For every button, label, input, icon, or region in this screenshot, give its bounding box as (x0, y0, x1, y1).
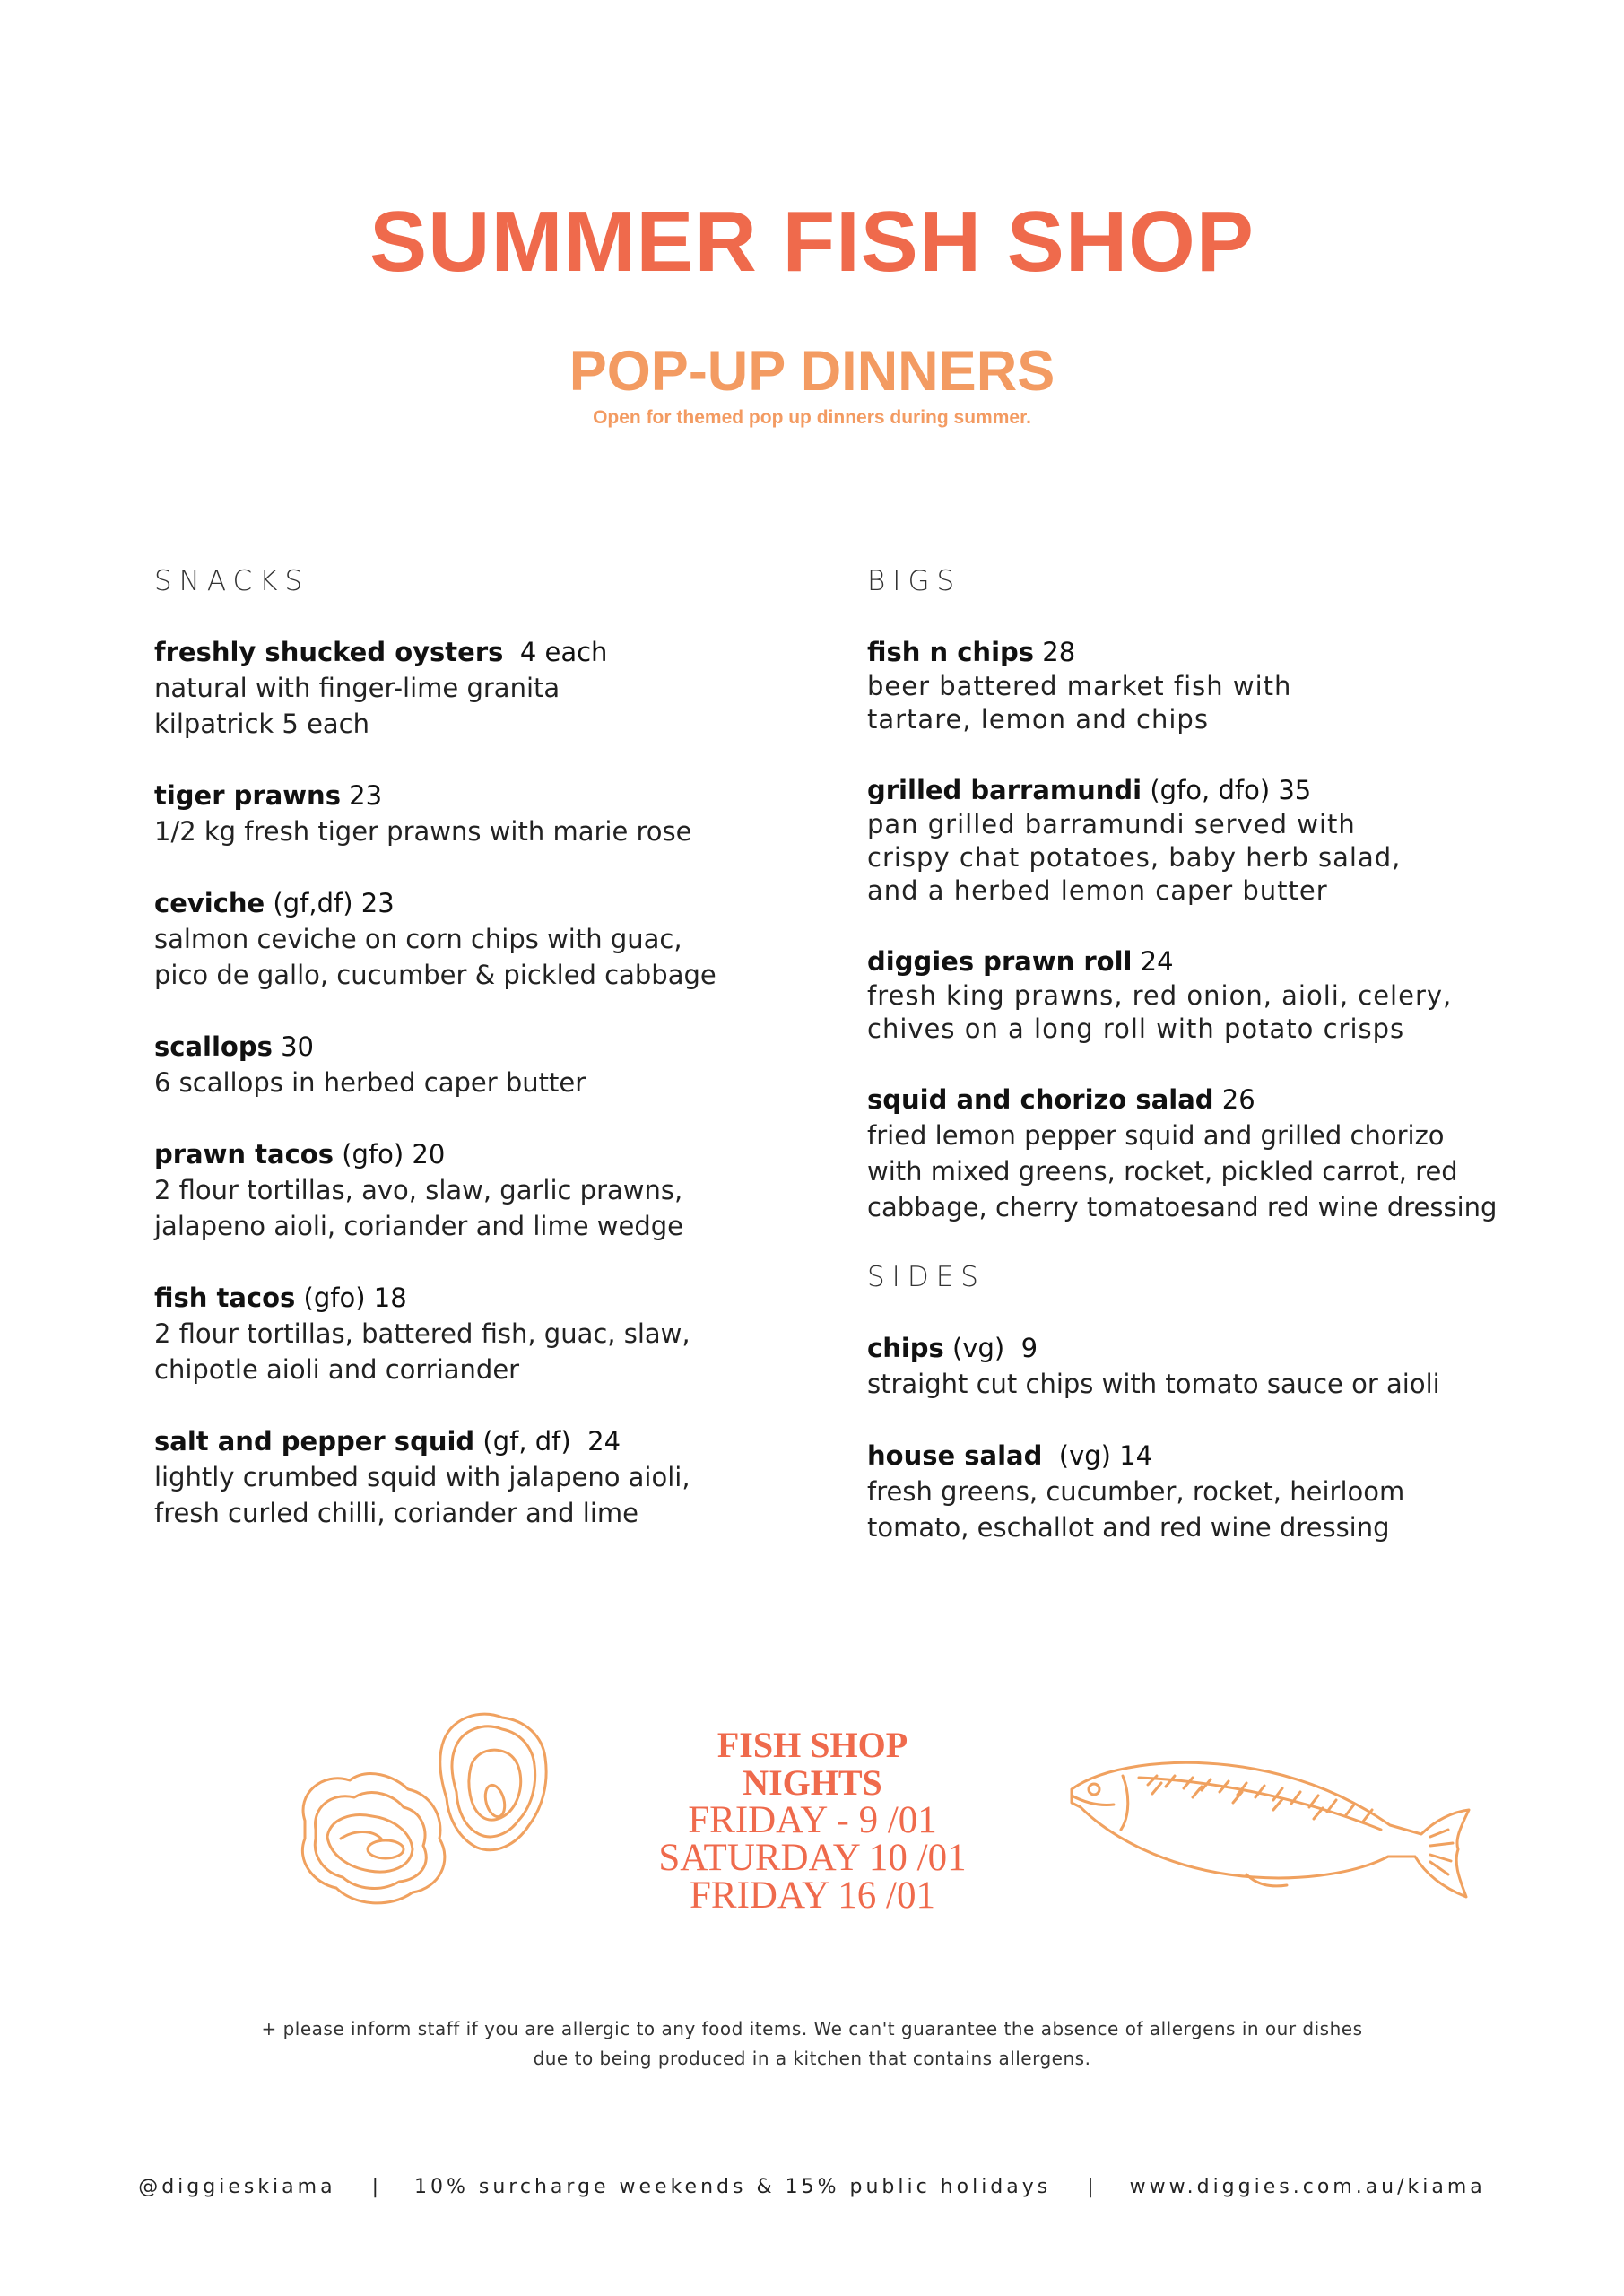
item-name: ceviche (154, 888, 265, 919)
menu-subtitle: POP-UP DINNERS (569, 340, 1055, 403)
snacks-heading: SNACKS (154, 565, 310, 597)
item-name: squid and chorizo salad (867, 1084, 1214, 1116)
item-name: grilled barramundi (867, 775, 1142, 806)
item-price: 24 (1132, 946, 1174, 978)
item-name: scallops (154, 1031, 273, 1063)
item-price: 14 (1110, 1440, 1153, 1472)
fish-shop-nights (583, 1726, 1042, 1915)
item-note: (gfo) (295, 1283, 366, 1314)
item-note: (vg) (943, 1333, 1005, 1364)
website-link[interactable]: www.diggies.com.au/kiama (1129, 2176, 1486, 2198)
item-price: 18 (365, 1283, 407, 1314)
item-note: (gf,df) (265, 888, 353, 919)
menu-tagline: Open for themed pop up dinners during summer. (593, 407, 1031, 428)
fish-illustration (1067, 1740, 1471, 1910)
item-name: prawn tacos (154, 1139, 334, 1170)
menu-item (867, 944, 1576, 1046)
item-name: salt and pepper squid (154, 1426, 475, 1457)
item-name: diggies prawn roll (867, 946, 1133, 978)
item-description: fried lemon pepper squid and grilled chorizo with mixed greens, rocket, pickled carrot, red cabbage, cherry tomatoesand red wine dressing (867, 1120, 1498, 1223)
footer-separator: | (1087, 2176, 1094, 2198)
allergen-notice (0, 2014, 1624, 2074)
item-price: 30 (272, 1031, 314, 1063)
item-description: pan grilled barramundi served with crispy chat potatoes, baby herb salad, and a herbed lemon caper butter (867, 809, 1402, 907)
item-description: fresh greens, cucumber, rocket, heirloom tomato, eschallot and red wine dressing (867, 1476, 1405, 1544)
item-price: 24 (570, 1426, 621, 1457)
item-description: 1/2 kg fresh tiger prawns with marie rose (154, 816, 692, 848)
item-name: house salad (867, 1440, 1043, 1472)
allergen-line-1: + please inform staff if you are allergic to any food items. We can't guarantee the absence of allergens in our dishes (261, 2018, 1363, 2039)
menu-item (867, 1082, 1576, 1225)
item-description: fresh king prawns, red onion, aioli, celery, chives on a long roll with potato crisps (867, 980, 1453, 1045)
item-note: (vg) (1042, 1440, 1111, 1472)
menu-item (154, 885, 854, 993)
item-price: 23 (352, 888, 395, 919)
item-description: 2 flour tortillas, battered fish, guac, slaw, chipotle aioli and corriander (154, 1318, 690, 1386)
menu-item (867, 1438, 1576, 1545)
sides-heading: SIDES (867, 1261, 986, 1294)
surcharge-note: 10% surcharge weekends & 15% public holidays (414, 2176, 1052, 2198)
menu-item (154, 634, 854, 742)
bigs-heading: BIGS (867, 565, 962, 597)
item-note: (gfo, dfo) (1142, 775, 1271, 806)
item-note: (gfo) (333, 1139, 404, 1170)
nights-date: FRIDAY 16 /01 (690, 1874, 935, 1917)
item-price: 28 (1034, 637, 1076, 668)
menu-item (154, 1423, 854, 1531)
menu-item (154, 778, 854, 849)
item-description: straight cut chips with tomato sauce or aioli (867, 1369, 1440, 1400)
item-description: salmon ceviche on corn chips with guac, pico de gallo, cucumber & pickled cabbage (154, 924, 716, 991)
item-name: chips (867, 1333, 944, 1364)
item-description: 6 scallops in herbed caper butter (154, 1067, 586, 1099)
item-description: lightly crumbed squid with jalapeno aioli, fresh curled chilli, coriander and lime (154, 1462, 690, 1529)
item-price: 23 (340, 780, 383, 812)
menu-item (867, 634, 1576, 736)
item-price: 20 (404, 1139, 446, 1170)
item-name: fish tacos (154, 1283, 296, 1314)
item-description: beer battered market fish with tartare, lemon and chips (867, 671, 1292, 735)
item-price: 4 each (503, 637, 608, 668)
footer-separator: | (371, 2176, 378, 2198)
bigs-column (867, 565, 1576, 1581)
item-name: freshly shucked oysters (154, 637, 504, 668)
nights-title-line2: NIGHTS (743, 1762, 882, 1803)
allergen-line-2: due to being produced in a kitchen that contains allergens. (533, 2048, 1091, 2069)
item-description: natural with finger-lime granita kilpatrick 5 each (154, 673, 560, 740)
item-description: 2 flour tortillas, avo, slaw, garlic prawns, jalapeno aioli, coriander and lime wedge (154, 1175, 683, 1242)
menu-item (154, 1029, 854, 1100)
item-price: 26 (1213, 1084, 1255, 1116)
nights-title-line1: FISH SHOP (716, 1725, 908, 1765)
nights-date: SATURDAY 10 /01 (658, 1837, 967, 1879)
item-price: 9 (1004, 1333, 1038, 1364)
item-note: (gf, df) (474, 1426, 571, 1457)
menu-item (154, 1136, 854, 1244)
nights-date: FRIDAY - 9 /01 (688, 1799, 937, 1841)
menu-item (154, 1280, 854, 1387)
menu-title: SUMMER FISH SHOP (369, 194, 1255, 290)
footer (0, 2176, 1624, 2198)
social-handle: @diggieskiama (138, 2176, 336, 2198)
item-name: fish n chips (867, 637, 1035, 668)
menu-item (867, 1330, 1576, 1402)
item-price: 35 (1270, 775, 1312, 806)
menu-item (867, 772, 1576, 908)
oysters-illustration (287, 1704, 556, 1910)
item-name: tiger prawns (154, 780, 341, 812)
snacks-column (154, 565, 854, 1567)
